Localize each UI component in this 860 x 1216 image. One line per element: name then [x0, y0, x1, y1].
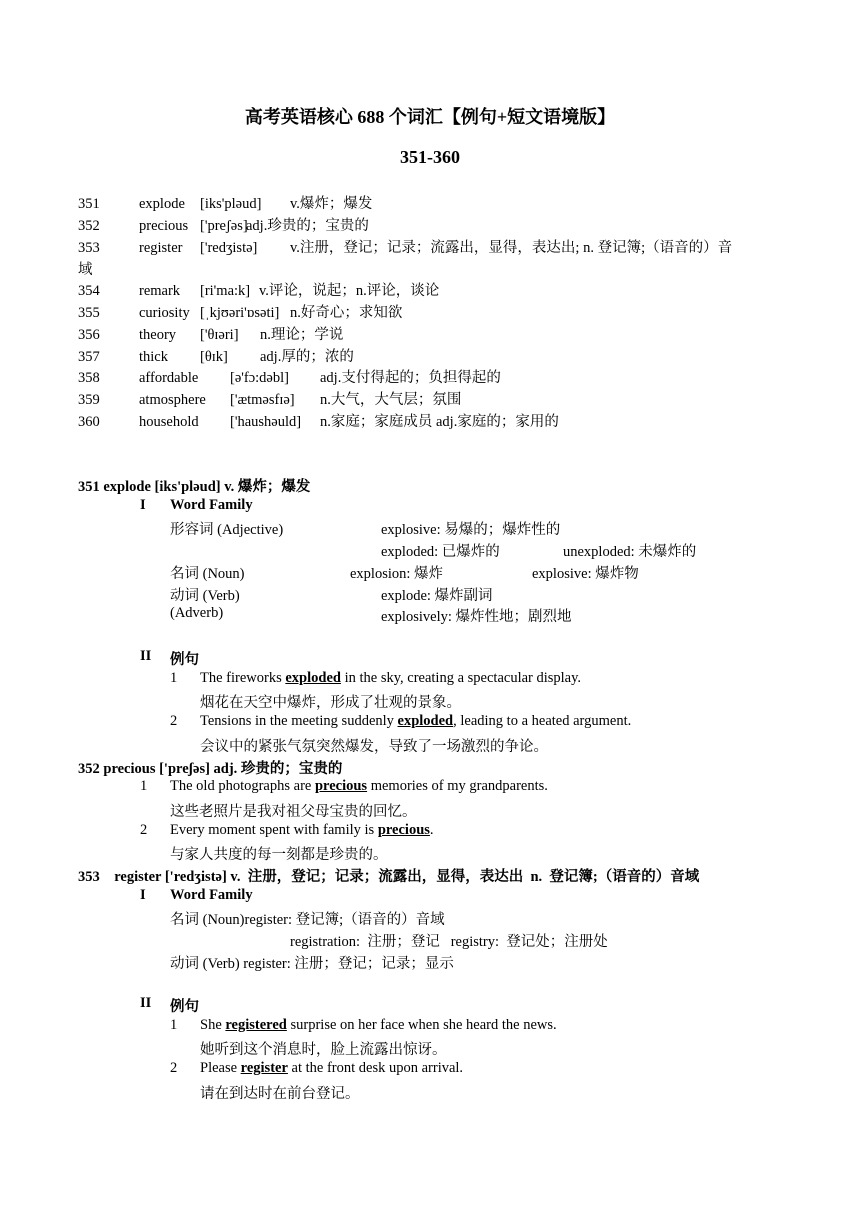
wf-adj-label: 形容词 (Adjective): [170, 522, 284, 538]
word-list-row: [78, 280, 798, 302]
word-number: 359: [78, 392, 100, 408]
word-phonetic: ['haushəuld]: [230, 414, 302, 430]
word-headword: thick: [139, 349, 168, 365]
example-sentence: Tensions in the meeting suddenly exploded, leading to a heated argument.: [200, 713, 632, 729]
word-headword: curiosity: [139, 305, 190, 321]
example-translation: 这些老照片是我对祖父母宝贵的回忆。: [170, 804, 417, 820]
word-headword: explode: [139, 196, 185, 212]
example-translation: 请在到达时在前台登记。: [200, 1086, 360, 1102]
wf-noun-item: explosive: 爆炸物: [532, 566, 639, 582]
example-sentence: She registered surprise on her face when she heard the news.: [200, 1017, 557, 1033]
word-meaning: adj.支付得起的；负担得起的: [320, 370, 501, 386]
word-number: 355: [78, 305, 100, 321]
word-headword: theory: [139, 327, 177, 343]
example-sentence: Every moment spent with family is precious.: [170, 822, 434, 838]
word-phonetic: ['redʒistə]: [200, 240, 258, 256]
wf-verb-item: explode: 爆炸副词: [381, 588, 493, 604]
word-number: 352: [78, 218, 100, 234]
entry-heading-353: 353 register ['redʒistə] v. 注册，登记；记录；流露出，显得，表达出 n. 登记簿;（语音的）音域: [78, 869, 700, 885]
example-sentence: The old photographs are precious memories of my grandparents.: [170, 778, 548, 794]
wf-adj-item: exploded: 已爆炸的: [381, 544, 500, 560]
section-number: II: [140, 648, 152, 664]
section-number: I: [140, 497, 146, 513]
example-number: 2: [170, 713, 178, 729]
word-number: 360: [78, 414, 100, 430]
example-translation: 她听到这个消息时，脸上流露出惊讶。: [200, 1042, 447, 1058]
word-headword: atmosphere: [139, 392, 206, 408]
word-list-row: [78, 324, 798, 346]
word-number: 353: [78, 240, 100, 256]
keyword-highlight: exploded: [285, 670, 341, 686]
keyword-highlight: registered: [225, 1017, 287, 1033]
word-number: 356: [78, 327, 100, 343]
word-phonetic: [ˌkjʊəri'ɒsəti]: [200, 305, 280, 321]
word-list-wrap-text: 域: [78, 262, 93, 278]
word-headword: remark: [139, 283, 181, 299]
wf-verb-line: 动词 (Verb) register: 注册；登记；记录；显示: [170, 956, 454, 972]
word-list-row: [78, 237, 798, 259]
keyword-highlight: register: [240, 1060, 288, 1076]
wf-verb-label: 动词 (Verb): [170, 588, 240, 604]
word-meaning: n.理论；学说: [260, 327, 344, 343]
wf-adverb-item: explosively: 爆炸性地；剧烈地: [381, 609, 572, 625]
word-headword: precious: [139, 218, 189, 234]
keyword-highlight: precious: [314, 778, 368, 794]
word-list-row: [78, 367, 798, 389]
word-phonetic: [θɪk]: [200, 349, 228, 365]
word-headword: household: [139, 414, 199, 430]
word-meaning: adj.厚的；浓的: [260, 349, 354, 365]
wf-adj-item: unexploded: 未爆炸的: [563, 544, 697, 560]
word-phonetic: ['preʃəs]: [200, 218, 248, 234]
section-number: I: [140, 887, 146, 903]
example-number: 2: [170, 1060, 178, 1076]
wf-noun-line: registration: 注册；登记 registry: 登记处；注册处: [290, 934, 608, 950]
word-meaning: adj.珍贵的；宝贵的: [246, 218, 369, 234]
word-phonetic: [ə'fɔ:dəbl]: [230, 370, 289, 386]
word-meaning: v.爆炸；爆发: [290, 196, 373, 212]
section-title-examples: 例句: [170, 652, 199, 668]
example-number: 1: [140, 778, 148, 794]
word-list-row: [78, 411, 798, 433]
entry-heading-351: 351 explode [iks'pləud] v. 爆炸；爆发: [78, 479, 311, 495]
keyword-highlight: exploded: [397, 713, 454, 729]
word-headword: register: [139, 240, 183, 256]
word-phonetic: ['ætməsfɪə]: [230, 392, 295, 408]
example-number: 1: [170, 670, 178, 686]
word-meaning: n.家庭；家庭成员 adj.家庭的；家用的: [320, 414, 559, 430]
example-sentence: The fireworks exploded in the sky, creating a spectacular display.: [200, 670, 582, 686]
word-number: 357: [78, 349, 100, 365]
wf-noun-line: 名词 (Noun)register: 登记簿;（语音的）音域: [170, 912, 445, 928]
wf-noun-item: explosion: 爆炸: [350, 566, 444, 582]
entry-heading-352: 352 precious ['preʃəs] adj. 珍贵的；宝贵的: [78, 761, 343, 777]
example-translation: 烟花在天空中爆炸，形成了壮观的景象。: [200, 695, 461, 711]
wf-adj-item: explosive: 易爆的；爆炸性的: [381, 522, 561, 538]
wf-noun-label: 名词 (Noun): [170, 566, 245, 582]
word-number: 354: [78, 283, 100, 299]
word-headword: affordable: [139, 370, 199, 386]
word-phonetic: [ri'ma:k]: [200, 283, 251, 299]
word-number: 358: [78, 370, 100, 386]
section-title-word-family: Word Family: [170, 497, 253, 513]
example-translation: 会议中的紧张气氛突然爆发，导致了一场激烈的争论。: [200, 739, 548, 755]
word-meaning: n.大气，大气层；氛围: [320, 392, 462, 408]
example-sentence: Please register at the front desk upon arrival.: [200, 1060, 464, 1076]
word-meaning: v.评论，说起；n.评论，谈论: [259, 283, 440, 299]
word-phonetic: [iks'pləud]: [200, 196, 262, 212]
keyword-highlight: precious: [377, 822, 430, 838]
page-subtitle: 351-360: [400, 147, 460, 167]
word-number: 351: [78, 196, 100, 212]
section-number: II: [140, 995, 152, 1011]
example-number: 1: [170, 1017, 178, 1033]
word-list-row: [78, 193, 798, 215]
example-number: 2: [140, 822, 148, 838]
word-list-row: [78, 389, 798, 411]
section-title-word-family: Word Family: [170, 887, 253, 903]
word-list-row: [78, 346, 798, 368]
example-translation: 与家人共度的每一刻都是珍贵的。: [170, 847, 388, 863]
wf-adverb-label: (Adverb): [170, 605, 224, 621]
word-meaning: v.注册，登记；记录；流露出，显得，表达出; n. 登记簿;（语音的）音: [290, 240, 733, 256]
page-title: 高考英语核心 688 个词汇【例句+短文语境版】: [244, 107, 616, 127]
word-phonetic: ['θɪəri]: [200, 327, 239, 343]
word-list-row: [78, 215, 798, 237]
word-meaning: n.好奇心；求知欲: [290, 305, 403, 321]
word-list-row: [78, 302, 798, 324]
section-title-examples: 例句: [170, 999, 199, 1015]
